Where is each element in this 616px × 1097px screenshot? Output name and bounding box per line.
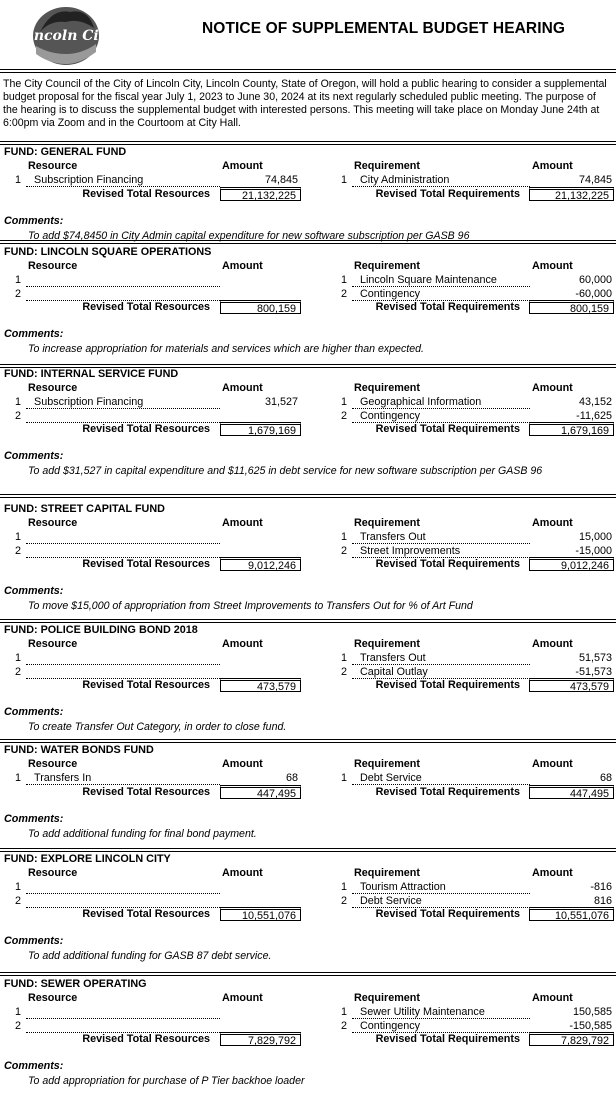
revised-total-requirements-label: Revised Total Requirements [375,785,520,798]
fund-section [0,853,616,963]
resource-line-number: 1 [15,652,22,664]
revised-total-requirements-value: 7,829,792 [529,1032,614,1046]
revised-total-requirements-value: 473,579 [529,678,614,692]
revised-total-requirements-value: 9,012,246 [529,557,614,571]
revised-total-requirements-value: 447,495 [529,785,614,799]
requirement-amount: -60,000 [575,287,612,300]
resource-line-number: 2 [15,287,22,300]
resource-underline [26,1018,220,1019]
resource-line-number: 2 [15,894,22,907]
revised-total-requirements-label: Revised Total Requirements [375,187,520,200]
requirement-amount: 60,000 [578,274,612,286]
resource-underline [26,664,220,665]
resource-header: Resource [28,867,78,879]
requirement-amount: 51,573 [578,652,612,664]
comments-label: Comments: [4,585,64,597]
requirement-amount: 150,585 [572,1006,612,1018]
resource-header: Resource [28,382,78,394]
revised-total-resources-label: Revised Total Resources [82,423,210,435]
resource-line-number: 1 [15,881,22,893]
revised-total-resources-value: 473,579 [220,678,301,692]
requirement-line-number: 2 [341,287,348,300]
resource-amount: 74,845 [264,174,298,186]
revised-total-resources-label: Revised Total Resources [82,679,210,691]
requirement-line-number: 1 [341,174,348,186]
requirement-header: Requirement [354,160,420,172]
resource-header: Resource [28,758,78,770]
fund-section [0,624,616,734]
requirement-header: Requirement [354,260,420,272]
revised-total-resources-label: Revised Total Resources [82,558,210,570]
amount-header: Amount [222,382,263,394]
fund-separator [0,972,616,976]
requirement-line-number: 1 [341,772,348,784]
resource-line-number: 1 [15,174,22,186]
requirement-label: Tourism Attraction [360,881,446,893]
revised-total-requirements-value: 21,132,225 [529,187,614,201]
fund-separator [0,494,616,498]
resource-line-number: 1 [15,772,22,784]
intro-paragraph: The City Council of the City of Lincoln City, Lincoln County, State of Oregon, will hold a public hearing to consider a supplemental budget proposal for the fiscal year July 1, 2023 to June 30, 2024 at its next regularly scheduled public meeting. The purpose of the hearing is to discuss the supplemental budget with interested persons. This meeting will take place on Monday June 24th at 6:00pm via Zoom and in the Courtoom at City Hall. [3,78,607,129]
fund-comment: To add additional funding for final bond payment. [28,827,257,840]
requirement-line-number: 2 [341,665,348,678]
fund-separator [0,619,616,623]
requirement-amount: 68 [599,772,612,784]
amount-header: Amount [222,517,263,529]
amount-header: Amount [222,992,263,1004]
fund-comment: To add additional funding for GASB 87 debt service. [28,950,272,962]
requirement-header: Requirement [354,867,420,879]
requirement-label: City Administration [360,174,450,186]
comments-label: Comments: [4,214,64,227]
resource-line-number: 2 [15,544,22,557]
comments-label: Comments: [4,812,64,825]
requirement-label: Debt Service [360,894,422,907]
page-header [0,0,616,72]
fund-separator [0,141,616,145]
requirement-header: Requirement [354,758,420,770]
requirement-line-number: 1 [341,274,348,286]
fund-comment: To add $74,8450 in City Admin capital expenditure for new software subscription per GASB 96 [28,229,470,242]
fund-section [0,368,616,478]
resource-line-number: 2 [15,409,22,422]
resource-header: Resource [28,160,78,172]
requirement-header: Requirement [354,382,420,394]
resource-line-number: 1 [15,531,22,543]
revised-total-resources-label: Revised Total Resources [82,785,210,798]
requirement-amount: 43,152 [578,396,612,408]
requirement-amount: 74,845 [578,174,612,186]
fund-title: FUND: WATER BONDS FUND [4,744,154,756]
amount-header: Amount [532,638,573,650]
requirement-line-number: 2 [341,544,348,557]
comments-label: Comments: [4,706,64,718]
fund-section [0,246,616,356]
resource-label: Subscription Financing [34,174,144,186]
fund-title: FUND: SEWER OPERATING [4,978,147,990]
fund-title: FUND: LINCOLN SQUARE OPERATIONS [4,246,212,258]
fund-section [0,978,616,1088]
requirement-label: Contingency [360,287,421,300]
revised-total-resources-label: Revised Total Resources [82,187,210,200]
amount-header: Amount [532,260,573,272]
fund-comment: To create Transfer Out Category, in order to close fund. [28,721,287,733]
revised-total-requirements-value: 10,551,076 [529,907,614,921]
amount-header: Amount [222,160,263,172]
resource-amount: 31,527 [264,396,298,408]
comments-label: Comments: [4,1060,64,1072]
resource-amount: 68 [285,772,298,784]
header-divider-2 [0,72,616,73]
resource-header: Resource [28,517,78,529]
requirement-amount: -15,000 [575,544,612,557]
requirement-label: Sewer Utility Maintenance [360,1006,485,1018]
header-divider [0,69,616,70]
requirement-line-number: 1 [341,1006,348,1018]
requirement-line-number: 1 [341,881,348,893]
resource-underline [26,286,220,287]
resource-line-number: 1 [15,396,22,408]
revised-total-requirements-label: Revised Total Requirements [375,1033,520,1045]
comments-label: Comments: [4,450,64,462]
svg-text:Lincoln City: Lincoln City [18,28,114,44]
requirement-label: Contingency [360,409,421,422]
amount-header: Amount [532,758,573,770]
resource-header: Resource [28,992,78,1004]
revised-total-requirements-label: Revised Total Requirements [375,301,520,313]
revised-total-resources-value: 800,159 [220,300,301,314]
amount-header: Amount [222,638,263,650]
requirement-label: Street Improvements [360,544,461,557]
requirement-header: Requirement [354,992,420,1004]
comments-label: Comments: [4,935,64,947]
requirement-line-number: 1 [341,652,348,664]
amount-header: Amount [532,867,573,879]
fund-separator [0,240,616,244]
fund-title: FUND: GENERAL FUND [4,146,127,158]
fund-title: FUND: EXPLORE LINCOLN CITY [4,853,171,865]
resource-line-number: 2 [15,665,22,678]
fund-comment: To move $15,000 of appropriation from Street Improvements to Transfers Out for % of Art Fund [28,600,473,612]
fund-separator [0,848,616,852]
requirement-line-number: 2 [341,894,348,907]
resource-label: Transfers In [34,772,92,784]
fund-title: FUND: POLICE BUILDING BOND 2018 [4,624,198,636]
revised-total-resources-label: Revised Total Resources [82,301,210,313]
revised-total-requirements-label: Revised Total Requirements [375,908,520,920]
resource-line-number: 1 [15,1006,22,1018]
requirement-line-number: 2 [341,409,348,422]
requirement-header: Requirement [354,517,420,529]
revised-total-requirements-label: Revised Total Requirements [375,558,520,570]
resource-header: Resource [28,260,78,272]
requirement-header: Requirement [354,638,420,650]
resource-underline [26,543,220,544]
resource-label: Subscription Financing [34,396,144,408]
amount-header: Amount [222,867,263,879]
requirement-amount: -51,573 [575,665,612,678]
requirement-label: Debt Service [360,772,422,784]
amount-header: Amount [532,517,573,529]
lincoln-city-logo [18,2,114,66]
comments-label: Comments: [4,328,64,340]
requirement-line-number: 2 [341,1019,348,1032]
resource-line-number: 1 [15,274,22,286]
amount-header: Amount [532,160,573,172]
revised-total-resources-label: Revised Total Resources [82,1033,210,1045]
amount-header: Amount [222,758,263,770]
requirement-amount: -816 [590,881,612,893]
requirement-label: Transfers Out [360,652,426,664]
fund-comment: To increase appropriation for materials and services which are higher than expected. [28,343,424,355]
fund-comment: To add appropriation for purchase of P Tier backhoe loader [28,1075,305,1087]
amount-header: Amount [532,992,573,1004]
requirement-label: Geographical Information [360,396,482,408]
fund-comment: To add $31,527 in capital expenditure and $11,625 in debt service for new software subscription per GASB 96 [28,465,543,477]
fund-title: FUND: INTERNAL SERVICE FUND [4,368,179,380]
requirement-line-number: 1 [341,396,348,408]
fund-title: FUND: STREET CAPITAL FUND [4,503,165,515]
requirement-line-number: 1 [341,531,348,543]
resource-underline [26,893,220,894]
revised-total-requirements-label: Revised Total Requirements [375,679,520,691]
revised-total-requirements-value: 800,159 [529,300,614,314]
resource-underline [26,408,220,409]
fund-section [0,503,616,613]
page-title: NOTICE OF SUPPLEMENTAL BUDGET HEARING [202,20,566,37]
requirement-amount: -11,625 [576,409,612,422]
revised-total-resources-label: Revised Total Resources [82,908,210,920]
requirement-label: Transfers Out [360,531,426,543]
requirement-label: Capital Outlay [360,665,428,678]
revised-total-resources-value: 21,132,225 [220,187,301,201]
requirement-amount: -150,585 [569,1019,612,1032]
revised-total-resources-value: 1,679,169 [220,422,301,436]
revised-total-requirements-label: Revised Total Requirements [375,423,520,435]
requirement-label: Contingency [360,1019,421,1032]
amount-header: Amount [222,260,263,272]
resource-line-number: 2 [15,1019,22,1032]
revised-total-resources-value: 10,551,076 [220,907,301,921]
amount-header: Amount [532,382,573,394]
revised-total-requirements-value: 1,679,169 [529,422,614,436]
requirement-amount: 816 [593,894,612,907]
resource-header: Resource [28,638,78,650]
fund-section [0,744,616,854]
requirement-label: Lincoln Square Maintenance [360,274,497,286]
revised-total-resources-value: 447,495 [220,785,301,799]
requirement-amount: 15,000 [578,531,612,543]
revised-total-resources-value: 7,829,792 [220,1032,301,1046]
fund-separator [0,739,616,743]
revised-total-resources-value: 9,012,246 [220,557,301,571]
